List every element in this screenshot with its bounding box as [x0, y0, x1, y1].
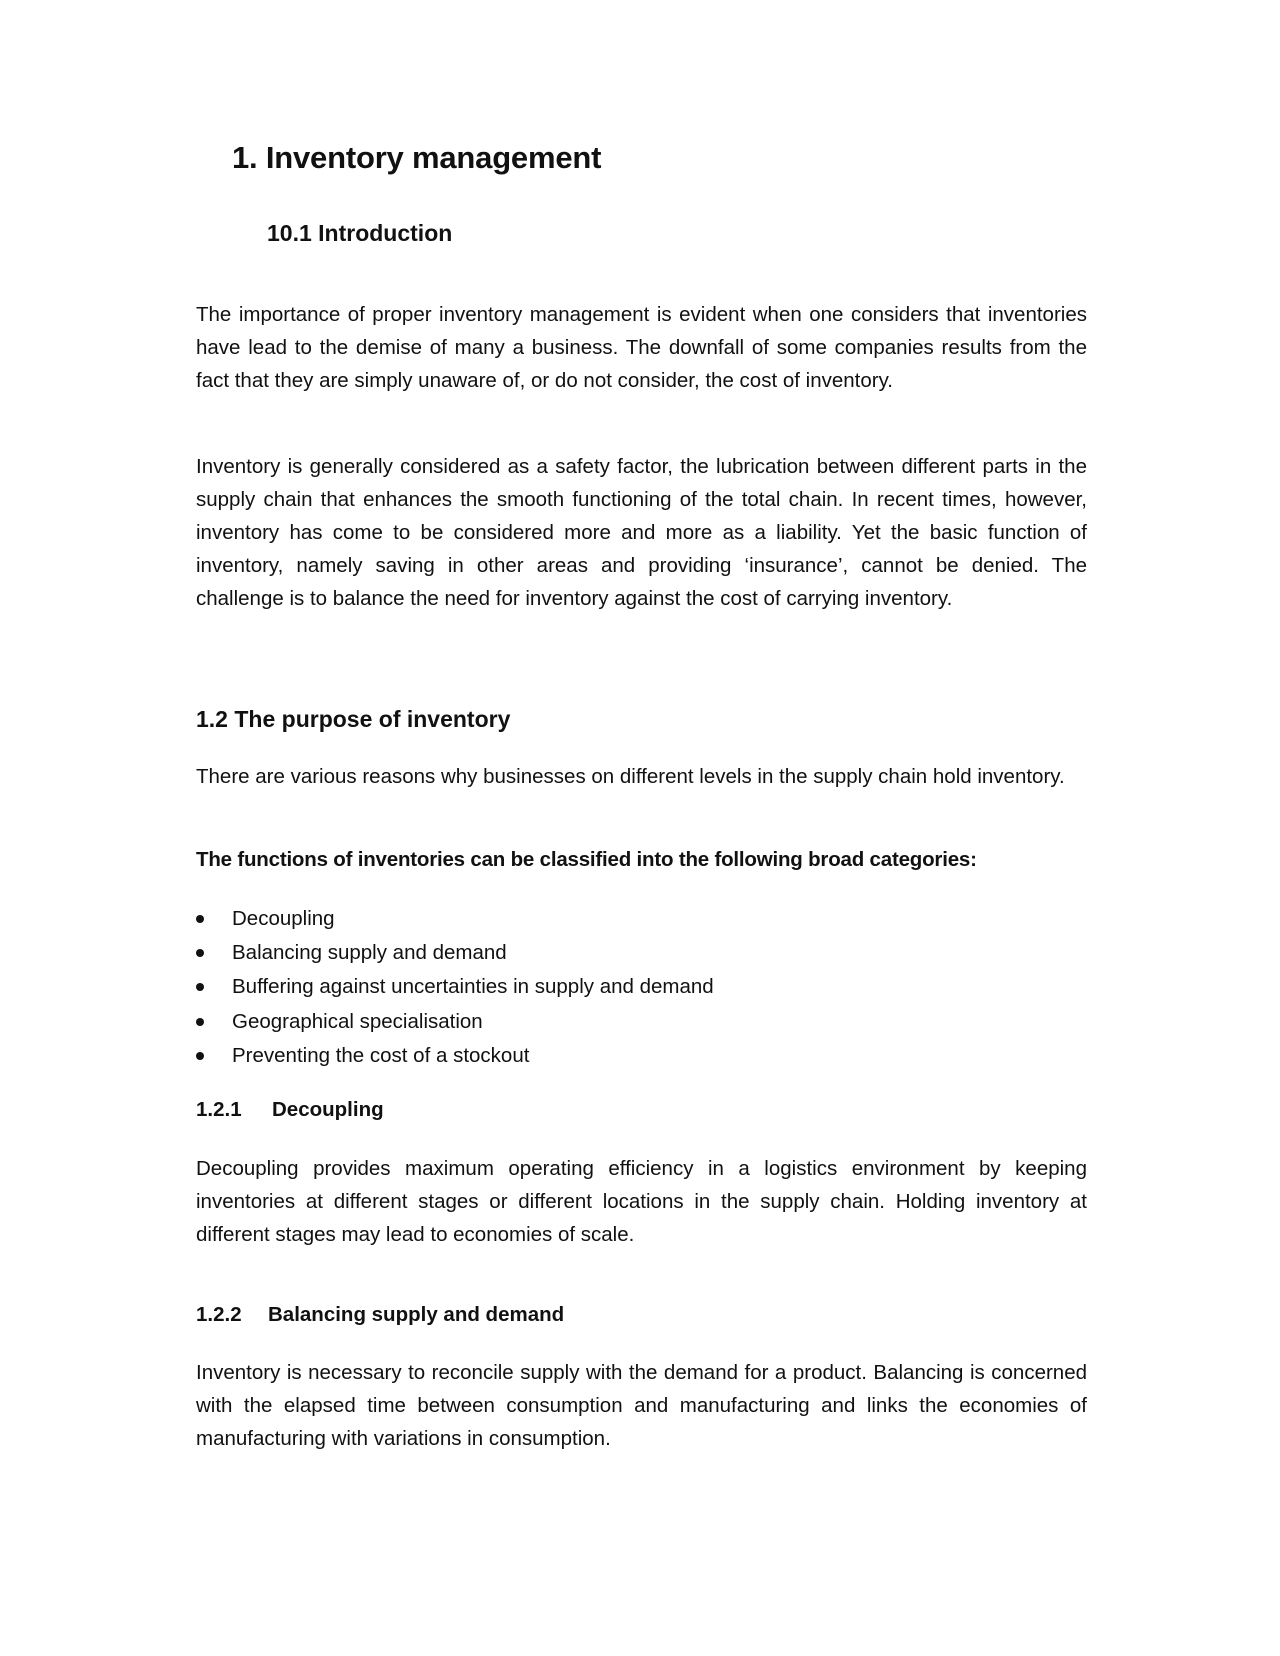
list-item	[196, 902, 714, 936]
section-heading-introduction: 10.1 Introduction	[267, 220, 453, 246]
bullet-icon	[196, 983, 204, 991]
purpose-paragraph: There are various reasons why businesses on different levels in the supply chain hold inventory.	[196, 765, 1065, 788]
intro-paragraph-1: The importance of proper inventory management is evident when one considers that inventories have lead to the demise of many a business. The downfall of some companies results from the fact that they are simply unaware of, or do not consider, the cost of inventory.	[196, 303, 1087, 392]
bullet-icon	[196, 915, 204, 923]
list-item	[196, 970, 714, 1004]
intro-paragraph-2: Inventory is generally considered as a safety factor, the lubrication between different parts in the supply chain that enhances the smooth functioning of the total chain. In recent times, however, inventory has come to be considered more and more as a liability. Yet the basic function of inventory, namely saving in other areas and providing ‘insurance’, cannot be denied. The challenge is to balance the need for inventory against the cost of carrying inventory.	[196, 455, 1087, 610]
subsection-number: 1.2.2	[196, 1303, 242, 1326]
subsection-title: Balancing supply and demand	[268, 1303, 565, 1326]
list-item-label: Preventing the cost of a stockout	[232, 1043, 530, 1067]
list-item	[196, 1005, 714, 1039]
functions-lead: The functions of inventories can be classified into the following broad categories:	[196, 848, 977, 871]
section-heading-purpose: 1.2 The purpose of inventory	[196, 706, 511, 732]
balancing-paragraph: Inventory is necessary to reconcile supply with the demand for a product. Balancing is concerned with the elapsed time between consumption and manufacturing and links the economies of manufacturing with variations in consumption.	[196, 1361, 1087, 1450]
list-item-label: Decoupling	[232, 907, 335, 930]
list-item-label: Geographical specialisation	[232, 1009, 483, 1033]
bullet-icon	[196, 1018, 204, 1026]
bullet-icon	[196, 1052, 204, 1060]
subsection-heading-decoupling	[196, 1098, 384, 1122]
decoupling-paragraph: Decoupling provides maximum operating efficiency in a logistics environment by keeping inventories at different stages or different locations in the supply chain. Holding inventory at different stages may lead to economies of scale.	[196, 1157, 1087, 1246]
functions-list	[196, 902, 714, 1073]
list-item-label: Buffering against uncertainties in supply and demand	[232, 975, 714, 999]
list-item	[196, 936, 714, 970]
document-title: 1. Inventory management	[232, 140, 602, 175]
list-item	[196, 1039, 714, 1073]
subsection-number: 1.2.1	[196, 1098, 242, 1121]
bullet-icon	[196, 949, 204, 957]
subsection-heading-balancing	[196, 1303, 564, 1327]
list-item-label: Balancing supply and demand	[232, 941, 507, 965]
subsection-title: Decoupling	[272, 1098, 384, 1121]
